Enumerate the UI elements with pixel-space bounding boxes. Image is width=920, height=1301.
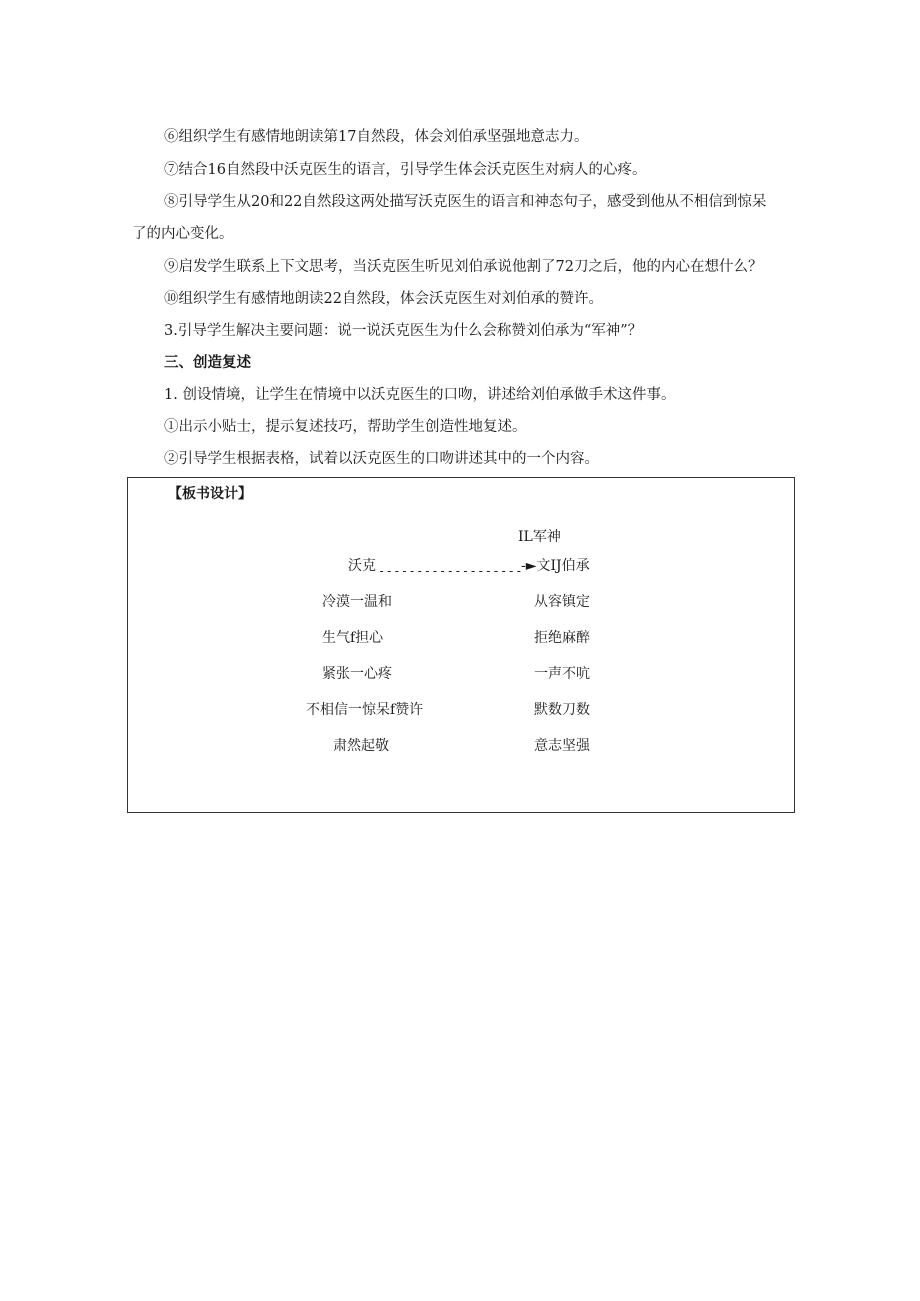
board-top-label: IL军神	[518, 529, 561, 545]
paragraph-line-8: ⑧引导学生从20和22自然段这两处描写沃克医生的语言和神态句子，感受到他从不相信到惊呆	[164, 194, 767, 210]
paragraph-line-9: ⑨启发学生联系上下文思考，当沃克医生听见刘伯承说他割了72刀之后，他的内心在想什么？	[164, 259, 763, 275]
board-left-item: 生气f担心	[322, 630, 384, 646]
board-right-item: 一声不吭	[534, 666, 590, 682]
board-arrow-tail: -►文IJ伯承	[521, 558, 590, 574]
board-right-item: 意志坚强	[534, 738, 590, 754]
board-left-item: 冷漠一温和	[322, 594, 392, 610]
board-left-item: 肃然起敬	[333, 738, 389, 754]
board-arrow-line: -------------------	[378, 564, 523, 578]
board-right-item: 拒绝麻醉	[534, 630, 590, 646]
board-left-item: 紧张一心疼	[322, 666, 392, 682]
retell-step-1b: ②引导学生根据表格，试着以沃克医生的口吻讲述其中的一个内容。	[164, 451, 599, 467]
board-left-item: 不相信一惊呆f赞许	[306, 702, 424, 718]
main-question-line: 3.引导学生解决主要问题：说一说沃克医生为什么会称赞刘伯承为“军神”？	[164, 323, 643, 339]
board-right-item: 从容镇定	[534, 594, 590, 610]
paragraph-line-8-continued: 了的内心变化。	[132, 226, 234, 242]
board-left-head: 沃克	[348, 558, 376, 574]
paragraph-line-10: ⑩组织学生有感情地朗读22自然段，体会沃克医生对刘伯承的赞许。	[164, 291, 603, 307]
retell-step-1a: ①出示小贴士，提示复述技巧，帮助学生创造性地复述。	[164, 419, 527, 435]
retell-step-1: 1. 创设情境，让学生在情境中以沃克医生的口吻，讲述给刘伯承做手术这件事。	[164, 387, 676, 403]
paragraph-line-6: ⑥组织学生有感情地朗读第17自然段，体会刘伯承坚强地意志力。	[164, 129, 589, 145]
paragraph-line-7: ⑦结合16自然段中沃克医生的语言，引导学生体会沃克医生对病人的心疼。	[164, 162, 647, 178]
board-right-item: 默数刀数	[534, 702, 590, 718]
board-title: 【板书设计】	[168, 486, 252, 502]
section-heading-retell: 三、创造复述	[164, 355, 251, 371]
blackboard-design-box	[127, 477, 795, 813]
